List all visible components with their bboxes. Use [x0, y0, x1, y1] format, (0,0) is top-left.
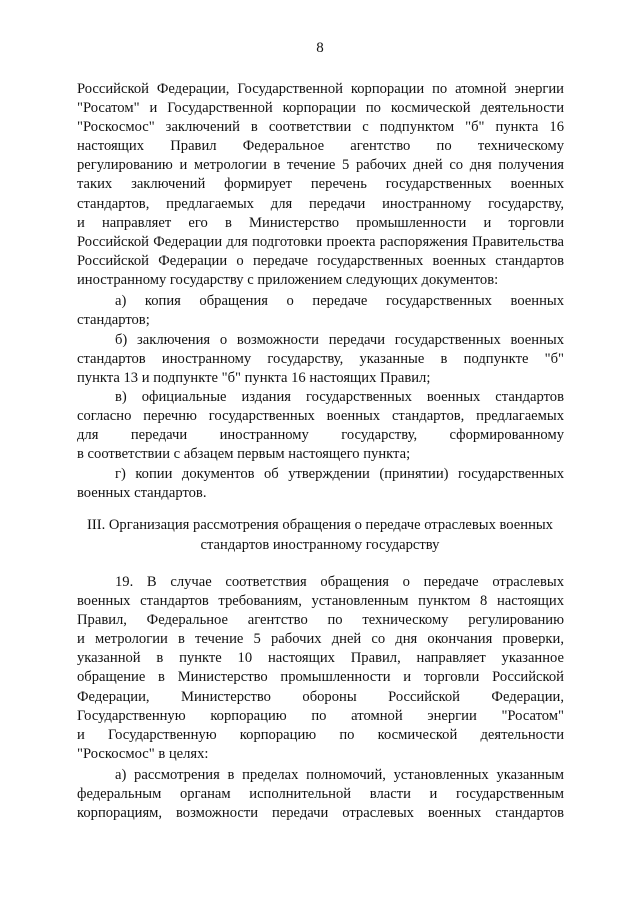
- text-line: Российской Федерации, Государственной корпорации по атомной энергии: [77, 81, 564, 97]
- text-line: и Государственную корпорацию по космической деятельности: [77, 726, 564, 743]
- list-item-b: [77, 331, 564, 388]
- heading-line: III. Организация рассмотрения обращения о передаче отраслевых военных: [87, 517, 553, 533]
- text-line: федеральным органам исполнительной власти и государственным: [77, 786, 564, 803]
- text-line: военных стандартов.: [77, 485, 207, 502]
- text-line: стандартов, предлагаемых для передачи иностранному государству,: [77, 195, 564, 212]
- text-line: Государственную корпорацию по атомной энергии "Росатом": [77, 707, 564, 724]
- text-line: "Росатом" и Государственной корпорации по космической деятельности: [77, 100, 564, 117]
- text-line: и метрологии в течение 5 рабочих дней со дня окончания проверки,: [77, 631, 564, 648]
- list-item-g: [77, 465, 564, 503]
- list-item-a: [77, 292, 564, 330]
- text-line: обращение в Министерство промышленности и торговли Российской: [77, 669, 564, 686]
- text-line: настоящих Правил Федеральное агентство по техническому: [77, 138, 564, 155]
- text-line: регулированию и метрологии в течение 5 рабочих дней со дня получения: [77, 157, 564, 174]
- text-line: в соответствии с абзацем первым настоящего пункта;: [77, 446, 411, 463]
- section-heading: [70, 516, 570, 555]
- text-line: Российской Федерации для подготовки проекта распоряжения Правительства: [77, 233, 564, 250]
- text-line: Федерации, Министерство обороны Российской Федерации,: [77, 688, 564, 705]
- heading-line: стандартов иностранному государству: [200, 536, 440, 553]
- text-line: "Роскосмос" заключений в соответствии с подпунктом "б" пункта 16: [77, 119, 564, 136]
- paragraph-19: [77, 573, 564, 764]
- text-line: а) рассмотрения в пределах полномочий, установленных указанным: [115, 767, 564, 783]
- text-line: г) копии документов об утверждении (принятии) государственных: [115, 466, 564, 482]
- paragraph-continuation: [77, 80, 564, 290]
- text-line: указанной в пункте 10 настоящих Правил, направляет указанное: [77, 650, 564, 667]
- text-line: военных стандартов требованиям, установленным пунктом 8 настоящих: [77, 593, 564, 610]
- text-line: б) заключения о возможности передачи государственных военных: [115, 332, 564, 348]
- text-line: Российской Федерации о передаче государственных военных стандартов: [77, 252, 564, 269]
- text-line: а) копия обращения о передаче государственных военных: [115, 293, 564, 309]
- page-number: 8: [316, 40, 324, 56]
- text-line: стандартов иностранному государству, указанные в подпункте "б": [77, 351, 564, 368]
- text-line: таких заключений формирует перечень государственных военных: [77, 176, 564, 193]
- text-line: "Роскосмос" в целях:: [77, 745, 209, 762]
- text-line: 19. В случае соответствия обращения о передаче отраслевых: [115, 574, 564, 590]
- text-line: пункта 13 и подпункте "б" пункта 16 настоящих Правил;: [77, 370, 431, 387]
- text-line: и направляет его в Министерство промышленности и торговли: [77, 214, 564, 231]
- text-line: корпорациям, возможности передачи отраслевых военных стандартов: [77, 805, 564, 822]
- text-line: для передачи иностранному государству, сформированному: [77, 427, 564, 444]
- text-line: в) официальные издания государственных военных стандартов: [115, 389, 564, 405]
- text-line: иностранному государству с приложением следующих документов:: [77, 271, 499, 288]
- text-line: стандартов;: [77, 312, 150, 329]
- text-line: согласно перечню государственных военных стандартов, предлагаемых: [77, 408, 564, 425]
- paragraph-19-item-a: [77, 766, 564, 823]
- text-line: Правил, Федеральное агентство по техническому регулированию: [77, 612, 564, 629]
- list-item-v: [77, 388, 564, 464]
